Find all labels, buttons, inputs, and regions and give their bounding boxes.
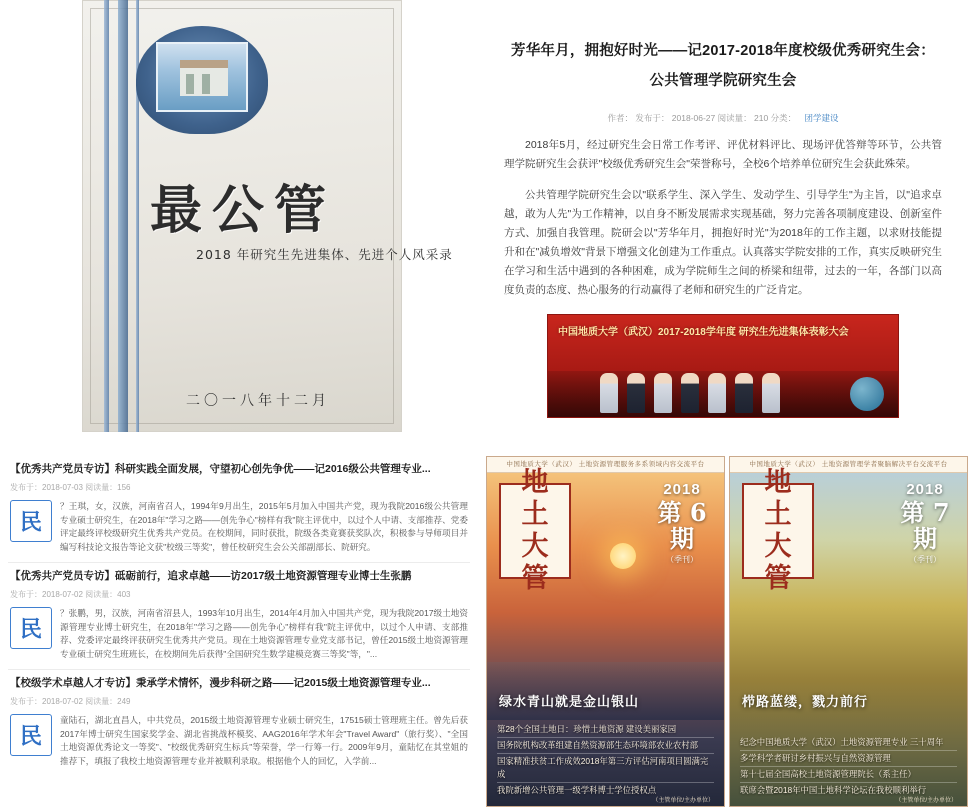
cover-headline: 绿水青山就是金山银山	[499, 694, 640, 709]
masthead-char: 土	[521, 499, 549, 530]
article-author-label: 作者：	[607, 113, 634, 123]
news-meta: 发布于：2018-07-02 阅读量：403	[10, 590, 131, 599]
cover-content-line: 国务院机构改革组建自然资源部生态环境部农业农村部	[497, 738, 714, 754]
person-avatar-icon: 民	[10, 607, 52, 649]
news-meta: 发布于：2018-07-02 阅读量：249	[10, 697, 131, 706]
news-excerpt: ？张鹏，男，汉族，河南省沼县人，1993年10月出生，2014年4月加入中国共产党，现为我院2017级土地资源管理专业博士研究生，在2018年"学习之路——创先争心"榜样有我"院主评优中，以过个人申请、支部推荐、党委评定最终评获研究生优秀共产党员。现在土地资源管理专业党支部书记，曾任2015级土地资源管理专业硕士研究生班班长，在校期间先后获得"全国研究生数学建模竞赛三等奖"等，"...	[60, 608, 468, 659]
article-category-link[interactable]: 团学建设	[804, 113, 839, 123]
cover-top-text: 中国地质大学（武汉） 土地资源管理学者聚脑解决平台交流平台	[730, 457, 967, 473]
cover-content-line: 我院新增公共管理一级学科博士学位授权点	[497, 785, 657, 795]
masthead-char: 土	[764, 499, 792, 530]
article-category-label: 分类：	[770, 113, 797, 123]
cover-issue-number: 第 7 期	[900, 498, 950, 553]
masthead-char: 地	[521, 467, 549, 498]
cover-footer: （主管单位/主办单位）	[652, 798, 714, 804]
magazine-cover-issue7	[729, 456, 968, 807]
person-avatar-icon: 民	[10, 714, 52, 756]
article-meta	[504, 112, 942, 124]
cover-footer: （主管单位/主办单位）	[895, 798, 957, 804]
news-title[interactable]: 【校级学术卓越人才专访】秉承学术情怀，漫步科研之路——记2015级土地资源管理专业...	[10, 677, 431, 689]
award-ceremony-photo	[547, 314, 899, 418]
cover-issue-block	[650, 481, 714, 565]
cover-top-text: 中国地质大学（武汉） 土地资源管理服务多系领域内容交流平台	[487, 457, 724, 473]
plaque-date: 二〇一八年十二月	[186, 393, 330, 409]
person-avatar-icon: 民	[10, 500, 52, 542]
cover-masthead	[499, 467, 571, 594]
masthead-char: 大	[521, 531, 549, 562]
plaque-subtitle: 2018 年研究生先进集体、先进个人风采录	[196, 247, 453, 262]
magazine-covers	[486, 456, 968, 807]
article-panel	[478, 0, 968, 432]
news-title[interactable]: 【优秀共产党员专访】砥砺前行，追求卓越——访2017级土地资源管理专业博士生张鹏	[10, 570, 412, 582]
cover-year: 2018	[906, 481, 944, 498]
cover-periodicity: （季刊）	[909, 555, 941, 564]
cover-issue-block	[893, 481, 957, 565]
article-publish-label: 发布于：	[635, 113, 670, 123]
cover-headline: 栉路蓝缕，戮力前行	[742, 694, 869, 709]
cover-content-line: 纪念中国地质大学（武汉）土地资源管理专业 三十周年	[740, 735, 957, 751]
magazine-cover-issue6	[486, 456, 725, 807]
cover-contents-list	[740, 735, 957, 798]
article-title: 芳华年月，拥抱好时光——记2017-2018年度校级优秀研究生会：公共管理学院研究生会	[511, 43, 935, 89]
article-views-label: 阅读量：	[717, 113, 752, 123]
plaque-title: 最公管	[150, 180, 337, 241]
cover-content-line: 联席会暨2018年中国土地科学论坛在我校顺利举行	[740, 785, 927, 795]
globe-logo-icon	[850, 377, 884, 411]
article-paragraph: 公共管理学院研究生会以"联系学生、深入学生、发动学生、引导学生"为主旨，以"追求卓越，敢为人先"为工作精神，以自身不断发展需求实现基础，努力完善各项制度建设、创新室件方式、加强自我管理。院研会以"芳华年月，拥抱好时光"为2018年的工作主题，以求财技能提升和在"减负增效"背景下增强文化创建为工作重点。认真落实学院安排的工作，真实反映研究生在学习和生活中遇到的各种困难，成为学院师生之间的桥梁和纽带，过去的一年，各部门以高度负责的态度、热心服务的行动赢得了老师和研究生的广泛肯定。	[504, 189, 942, 296]
news-excerpt: 童陆石，湖北直昌人，中共党员，2015级土地资源管理专业硕士研究生，17515硕士管理班主任。曾先后获2017年博士研究生国家奖学金、湖北省挑战杯模奖、AAG2016年学术年会"Travel Award"（旅行奖）、"全国土地资源优秀论文一等奖"、"校级优秀研究生标兵"等荣誉，学一行筹一行。2009年9月，童陆忆在其堂姐的推荐下，填报了我校土地资源管理专业并被顺利录取。根据他个人的回忆，入学前...	[60, 715, 468, 766]
cover-content-line: 多学科学者研讨乡村振兴与自然资源管理	[740, 751, 957, 767]
masthead-char: 地	[764, 467, 792, 498]
sun-icon	[610, 543, 636, 569]
cover-contents-list	[497, 722, 714, 798]
list-item[interactable]	[8, 670, 470, 776]
cover-issue-number: 第 6 期	[657, 498, 707, 553]
article-paragraph: 2018年5月，经过研究生会日常工作考评、评优材料评比、现场评优答辩等环节，公共管理学院研究生会获评"校级优秀研究生会"荣誉称号，全校6个培养单位研究生会获此殊荣。	[504, 139, 942, 170]
cover-content-line: 国家精准扶贫工作成效2018年第三方评估河南项目圆满完成	[497, 754, 714, 783]
list-item[interactable]	[8, 456, 470, 563]
news-excerpt: ？王琪，女，汉族，河南省召人，1994年9月出生，2015年5月加入中国共产党，现为我院2016级公共管理专业硕士研究生，在2018年"学习之路——创先争心"榜样有我"院主评优中，以过个人中请、支部推荐、党委评定最终评校级研究生优秀共产党员。在校期间，同时获批，院级各类竟赛获奖队次，积极参与导师项目并编写科技论文报告等论文获"校级三等奖"，曾任校研究生会公关部副部长、院研究。	[60, 501, 468, 552]
news-title[interactable]: 【优秀共产党员专访】科研实践全面发展，守望初心创先争优——记2016级公共管理专业...	[10, 463, 431, 475]
cover-masthead	[742, 467, 814, 594]
masthead-char: 管	[521, 563, 549, 594]
masthead-char: 管	[764, 563, 792, 594]
plaque-stripe	[104, 0, 109, 432]
plaque-stripe	[118, 0, 128, 432]
university-emblem-icon	[128, 22, 278, 142]
news-list	[0, 456, 478, 807]
cover-periodicity: （季刊）	[666, 555, 698, 564]
ceremony-banner-text: 中国地质大学（武汉）2017-2018学年度 研究生先进集体表彰大会	[558, 327, 849, 338]
article-publish-date: 2018-06-27	[671, 113, 716, 123]
list-item[interactable]	[8, 563, 470, 670]
masthead-char: 大	[764, 531, 792, 562]
article-views: 210	[754, 113, 769, 123]
news-meta: 发布于：2018-07-03 阅读量：156	[10, 483, 131, 492]
ceremony-people	[600, 373, 780, 413]
cover-year: 2018	[663, 481, 701, 498]
award-plaque-photo	[0, 0, 478, 432]
cover-content-line: 第十七届全国高校土地资源管理院长（系主任）	[740, 767, 957, 783]
cover-content-line: 第28个全国土地日：珍惜土地资源 建设美丽家园	[497, 722, 714, 738]
